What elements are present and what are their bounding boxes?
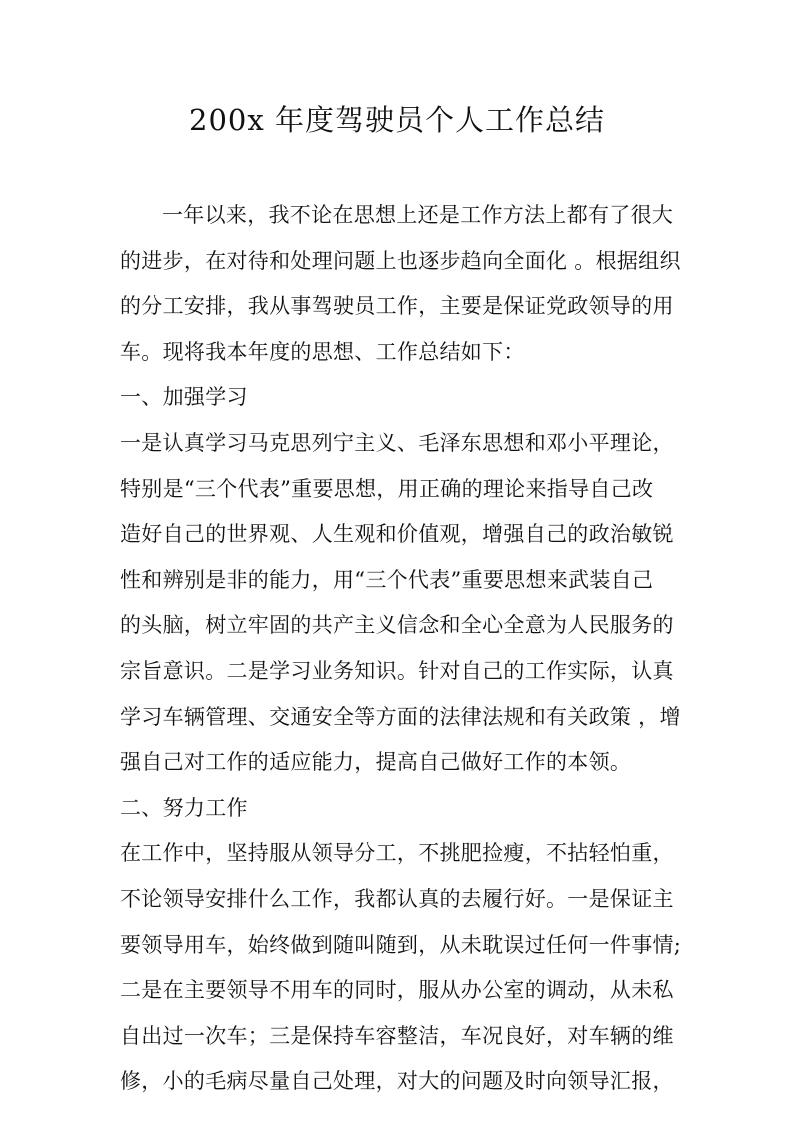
paragraph-line: 的头脑，树立牢固的共产主义信念和全心全意为人民服务的 (120, 613, 674, 638)
paragraph-line: 修，小的毛病尽量自己处理，对大的问题及时向领导汇报， (120, 1069, 674, 1094)
paragraph-line: 二是在主要领导不用车的同时，服从办公室的调动，从未私 (120, 978, 674, 1003)
paragraph-line: 自出过一次车；三是保持车容整洁，车况良好，对车辆的维 (120, 1023, 674, 1048)
paragraph-line: 特别是“三个代表”重要思想，用正确的理论来指导自己改 (120, 476, 654, 501)
paragraph-line: 强自己对工作的适应能力，提高自己做好工作的本领。 (120, 750, 632, 775)
paragraph-line: 学习车辆管理、交通安全等方面的法律法规和有关政策 ，增 (120, 704, 681, 729)
paragraph-line: 要领导用车，始终做到随叫随到，从未耽误过任何一件事情; (120, 932, 682, 957)
document-title: 200x 年度驾驶员个人工作总结 (189, 103, 605, 137)
paragraph-line: 不论领导安排什么工作，我都认真的去履行好。一是保证主 (120, 886, 674, 911)
paragraph-line: 一年以来，我不论在思想上还是工作方法上都有了很大 (162, 203, 674, 227)
document-body (120, 193, 680, 1105)
paragraph-line: 的进步，在对待和处理问题上也逐步趋向全面化 。根据组织 (120, 248, 681, 273)
paragraph-line: 宗旨意识。二是学习业务知识。针对自己的工作实际，认真 (120, 658, 674, 683)
section-heading: 二、努力工作 (120, 795, 248, 820)
paragraph-line: 车。现将我本年度的思想、工作总结如下： (120, 339, 525, 364)
paragraph-line: 一是认真学习马克思列宁主义、毛泽东思想和邓小平理论， (120, 430, 674, 455)
paragraph-line: 性和辨别是非的能力，用“三个代表”重要思想来武装自己 (120, 567, 654, 592)
section-heading: 一、加强学习 (120, 385, 248, 410)
paragraph-line: 的分工安排，我从事驾驶员工作，主要是保证党政领导的用 (120, 294, 674, 319)
paragraph-line: 造好自己的世界观、人生观和价值观，增强自己的政治敏锐 (120, 522, 674, 547)
paragraph-line: 在工作中，坚持服从领导分工，不挑肥捡瘦，不拈轻怕重， (120, 841, 674, 866)
